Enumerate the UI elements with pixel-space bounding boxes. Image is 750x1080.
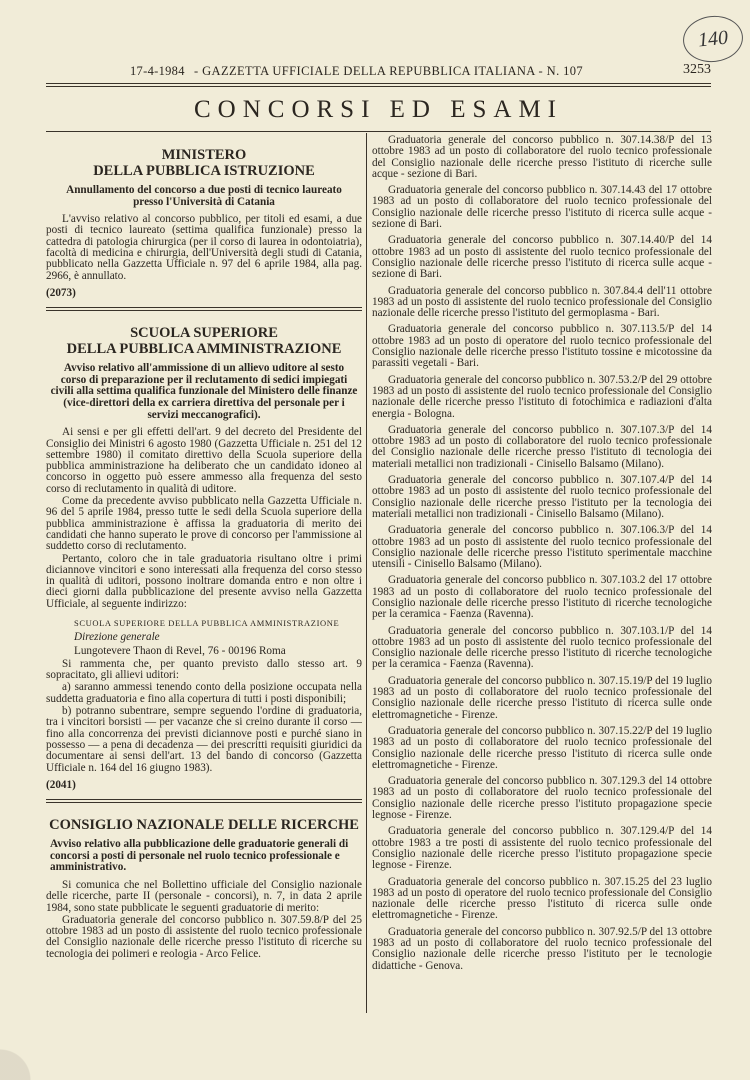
address-department: Direzione generale <box>74 631 160 644</box>
notice-body: L'avviso relativo al concorso pubblico, per titoli ed esami, a due posti di tecnico laureato (settima qualifica funzionale) presso la cattedra di patologia chirurgica (per il corso di laurea in odontoiatria), facoltà di medicina e chirurgia, dell'Università degli studi di Catania, pubblicato nella Gazzetta Ufficiale n. 97 del 6 aprile 1984, alla pag. 2966, è annullato. <box>46 213 362 282</box>
column-divider <box>366 133 367 1013</box>
header-rule-2 <box>46 86 711 87</box>
notice-code: (2041) <box>46 778 76 791</box>
graduatoria-entry: Graduatoria generale del concorso pubblico n. 307.84.4 dell'11 ottobre 1983 ad un posto di assistente del ruolo tecnico professionale del Consiglio nazionale delle ricerche presso l'istituto del germoplasma - Bari. <box>372 284 712 320</box>
header-rule <box>46 83 711 84</box>
page-header <box>46 62 711 84</box>
notice-code: (2073) <box>46 286 76 299</box>
right-column <box>372 135 712 977</box>
graduatoria-entry: Graduatoria generale del concorso pubblico n. 307.14.43 del 17 ottobre 1983 ad un posto di collaboratore del ruolo tecnico professionale del Consiglio nazionale delle ricerche presso l'istituto di ricerca sulle acque - sezione di Bari. <box>372 184 712 231</box>
graduatoria-entry: Graduatoria generale del concorso pubblico n. 307.53.2/P del 29 ottobre 1983 ad un posto di assistente del ruolo tecnico professionale del Consiglio nazionale delle ricerche presso l'istituto di fotochimica e radiazioni d'alta energia - Bologna. <box>372 373 712 420</box>
ministry-heading <box>46 147 362 179</box>
graduatoria-entry: Graduatoria generale del concorso pubblico n. 307.14.38/P del 13 ottobre 1983 ad un posto di collaboratore del ruolo tecnico professionale del Consiglio nazionale delle ricerche presso l'istituto di ricerche sulle acque - sezione di Bari. <box>372 134 712 180</box>
section-separator <box>46 799 362 803</box>
notice-paragraph: b) potranno subentrare, sempre seguendo l'ordine di graduatoria, tra i vincitori borsisti — per vacanze che si creino durante il corso — fino alla concorrenza dei previsti diciannove posti e purché siano in possesso — a pena di decadenza — dei prescritti requisiti giuridici da documentare ai sensi dell'art. 13 del bando di concorso (Gazzetta Ufficiale n. 164 del 16 giugno 1983). <box>46 705 362 774</box>
title-rule <box>46 131 711 132</box>
ministry-line-2: DELLA PUBBLICA AMMINISTRAZIONE <box>66 341 342 358</box>
graduatoria-entry: Graduatoria generale del concorso pubblico n. 307.107.4/P del 14 ottobre 1983 ad un posto di assistente del ruolo tecnico professionale del Consiglio nazionale delle ricerche presso l'istituto per la tecnologia dei materiali metallici non tradizionali - Cinisello Balsamo (Milano). <box>372 474 712 520</box>
graduatoria-entry: Graduatoria generale del concorso pubblico n. 307.113.5/P del 14 ottobre 1983 ad un posto di operatore del ruolo tecnico professionale del Consiglio nazionale delle ricerche presso l'istituto tossine e micotossine da parassiti vegetali - Bari. <box>372 323 712 370</box>
left-column <box>46 135 362 961</box>
graduatoria-entry: Graduatoria generale del concorso pubblico n. 307.15.22/P del 19 luglio 1983 ad un posto di collaboratore del ruolo tecnico professionale del Consiglio nazionale delle ricerche presso l'istituto di ricerca sulle onde elettromagnetiche - Firenze. <box>372 724 712 771</box>
notice-paragraph: Come da precedente avviso pubblicato nella Gazzetta Ufficiale n. 96 del 5 aprile 1984, presso tutte le sedi della Scuola superiore della pubblica amministrazione è affissa la graduatoria di merito dei candidati che hanno superato le prove di concorso per l'ammissione al suddetto corso di reclutamento. <box>46 495 362 553</box>
graduatoria-list <box>372 135 712 972</box>
ministry-heading <box>46 325 362 357</box>
header-page-number: 3253 <box>683 62 711 77</box>
notice-subhead: Annullamento del concorso a due posti di tecnico laureato presso l'Università di Catania <box>66 184 342 208</box>
graduatoria-entry: Graduatoria generale del concorso pubblico n. 307.103.1/P del 14 ottobre 1983 ad un posto di assistente del ruolo tecnico professionale del Consiglio nazionale delle ricerche presso l'istituto di ricerche tecnologiche per la ceramica - Faenza (Ravenna). <box>372 624 712 671</box>
graduatoria-entry: Graduatoria generale del concorso pubblico n. 307.15.25 del 23 luglio 1983 ad un posto di operatore del ruolo tecnico professionale del Consiglio nazionale delle ricerche presso l'istituto di ricerca sulle onde elettromagnetiche - Firenze. <box>372 875 712 922</box>
graduatoria-entry: Graduatoria generale del concorso pubblico n. 307.106.3/P del 14 ottobre 1983 ad un posto di assistente del ruolo tecnico professionale del Consiglio nazionale delle ricerche presso l'istituto sperimentale macchine utensili - Cinisello Balsamo (Milano). <box>372 524 712 571</box>
graduatoria-entry: Graduatoria generale del concorso pubblico n. 307.14.40/P del 14 ottobre 1983 ad un posto di assistente del ruolo tecnico professionale del Consiglio nazionale delle ricerche presso l'istituto di ricerca sulle acque - sezione di Bari. <box>372 234 712 281</box>
ministry-line-1: SCUOLA SUPERIORE <box>130 325 278 342</box>
section-title: CONCORSI ED ESAMI <box>193 96 564 123</box>
ministry-line-1: CONSIGLIO NAZIONALE DELLE RICERCHE <box>49 817 359 834</box>
graduatoria-entry: Graduatoria generale del concorso pubblico n. 307.107.3/P del 14 ottobre 1983 ad un posto di collaboratore del ruolo tecnico professionale del Consiglio nazionale delle ricerche presso l'istituto di tecnologia dei materiali metallici non tradizionali - Cinisello Balsamo (Milano). <box>372 423 712 470</box>
graduatoria-entry: Graduatoria generale del concorso pubblico n. 307.103.2 del 17 ottobre 1983 ad un posto di collaboratore del ruolo tecnico professionale del Consiglio nazionale delle ricerche presso l'istituto di ricerche tecnologiche per la ceramica - Faenza (Ravenna). <box>372 574 712 621</box>
graduatoria-entry: Graduatoria generale del concorso pubblico n. 307.92.5/P del 13 ottobre 1983 ad un posto di collaboratore del ruolo tecnico professionale del Consiglio nazionale delle ricerche presso l'istituto per le tecnologie didattiche - Genova. <box>372 925 712 972</box>
notice-paragraph: Graduatoria generale del concorso pubblico n. 307.59.8/P del 25 ottobre 1983 ad un posto di assistente del ruolo tecnico professionale del Consiglio nazionale delle ricerche presso l'istituto di ricerche su tecnologia dei polimeri e reologia - Arco Felice. <box>46 913 362 960</box>
section-separator <box>46 307 362 311</box>
ministry-heading <box>46 817 362 833</box>
header-title: - GAZZETTA UFFICIALE DELLA REPUBBLICA ITALIANA - N. 107 <box>194 64 584 78</box>
notice-paragraph: Pertanto, coloro che in tale graduatoria risultano oltre i primi diciannove vincitori e sono interessati alla frequenza del corso stesso in qualità di uditori, possono inoltrare domanda entro e non oltre i dieci giorni dalla pubblicazione del presente avviso nella Gazzetta Ufficiale, al seguente indirizzo: <box>46 552 362 610</box>
ministry-line-1: MINISTERO <box>161 147 247 163</box>
notice-paragraph: Si comunica che nel Bollettino ufficiale del Consiglio nazionale delle ricerche, parte II (personale - concorsi), n. 7, in data 2 aprile 1984, sono state pubblicate le seguenti graduatorie di merito: <box>46 878 362 914</box>
header-date: 17-4-1984 <box>130 64 185 78</box>
ministry-line-2: DELLA PUBBLICA ISTRUZIONE <box>93 163 315 179</box>
graduatoria-entry: Graduatoria generale del concorso pubblico n. 307.129.4/P del 14 ottobre 1983 a tre posti di assistente del ruolo tecnico professionale del Consiglio nazionale delle ricerche presso l'istituto propagazione specie legnose - Firenze. <box>372 825 712 872</box>
graduatoria-entry: Graduatoria generale del concorso pubblico n. 307.129.3 del 14 ottobre 1983 ad un posto di collaboratore del ruolo tecnico professionale del Consiglio nazionale delle ricerche presso l'istituto propagazione specie legnose - Firenze. <box>372 775 712 822</box>
address-street: Lungotevere Thaon di Revel, 76 - 00196 Roma <box>74 644 286 657</box>
handwritten-page-stamp: 140 <box>681 13 745 65</box>
notice-subhead: Avviso relativo alla pubblicazione delle graduatorie generali di concorsi a posti di personale nel ruolo tecnico professionale e amministrativo. <box>50 838 349 874</box>
page-corner-mark <box>0 1010 70 1080</box>
notice-paragraph: a) saranno ammessi tenendo conto della posizione occupata nella suddetta graduatoria e fino alla copertura di tutti i posti disponibili; <box>46 681 362 705</box>
graduatoria-entry: Graduatoria generale del concorso pubblico n. 307.15.19/P del 19 luglio 1983 ad un posto di collaboratore del ruolo tecnico professionale del Consiglio nazionale delle ricerche presso l'istituto di ricerca sulle onde elettromagnetiche - Firenze. <box>372 674 712 721</box>
address-institution: SCUOLA SUPERIORE DELLA PUBBLICA AMMINISTRAZIONE <box>74 617 340 628</box>
notice-paragraph: Si rammenta che, per quanto previsto dallo stesso art. 9 sopracitato, gli allievi uditori: <box>46 657 362 682</box>
notice-subhead: Avviso relativo all'ammissione di un allievo uditore al sesto corso di preparazione per il reclutamento di sedici impiegati civili alla settima qualifica funzionale del Ministero delle finanze (vice-direttori della ex carriera direttiva del personale per i servizi meccanografici). <box>50 362 358 421</box>
notice-paragraph: Ai sensi e per gli effetti dell'art. 9 del decreto del Presidente del Consiglio dei Ministri 6 agosto 1980 (Gazzetta Ufficiale n. 251 del 12 settembre 1980) il comitato direttivo della Scuola superiore della pubblica amministrazione ha deliberato che un candidato idoneo al concorso in oggetto può essere ammesso alla frequenza del sesto corso di reclutamento in qualità di uditore. <box>46 426 362 495</box>
